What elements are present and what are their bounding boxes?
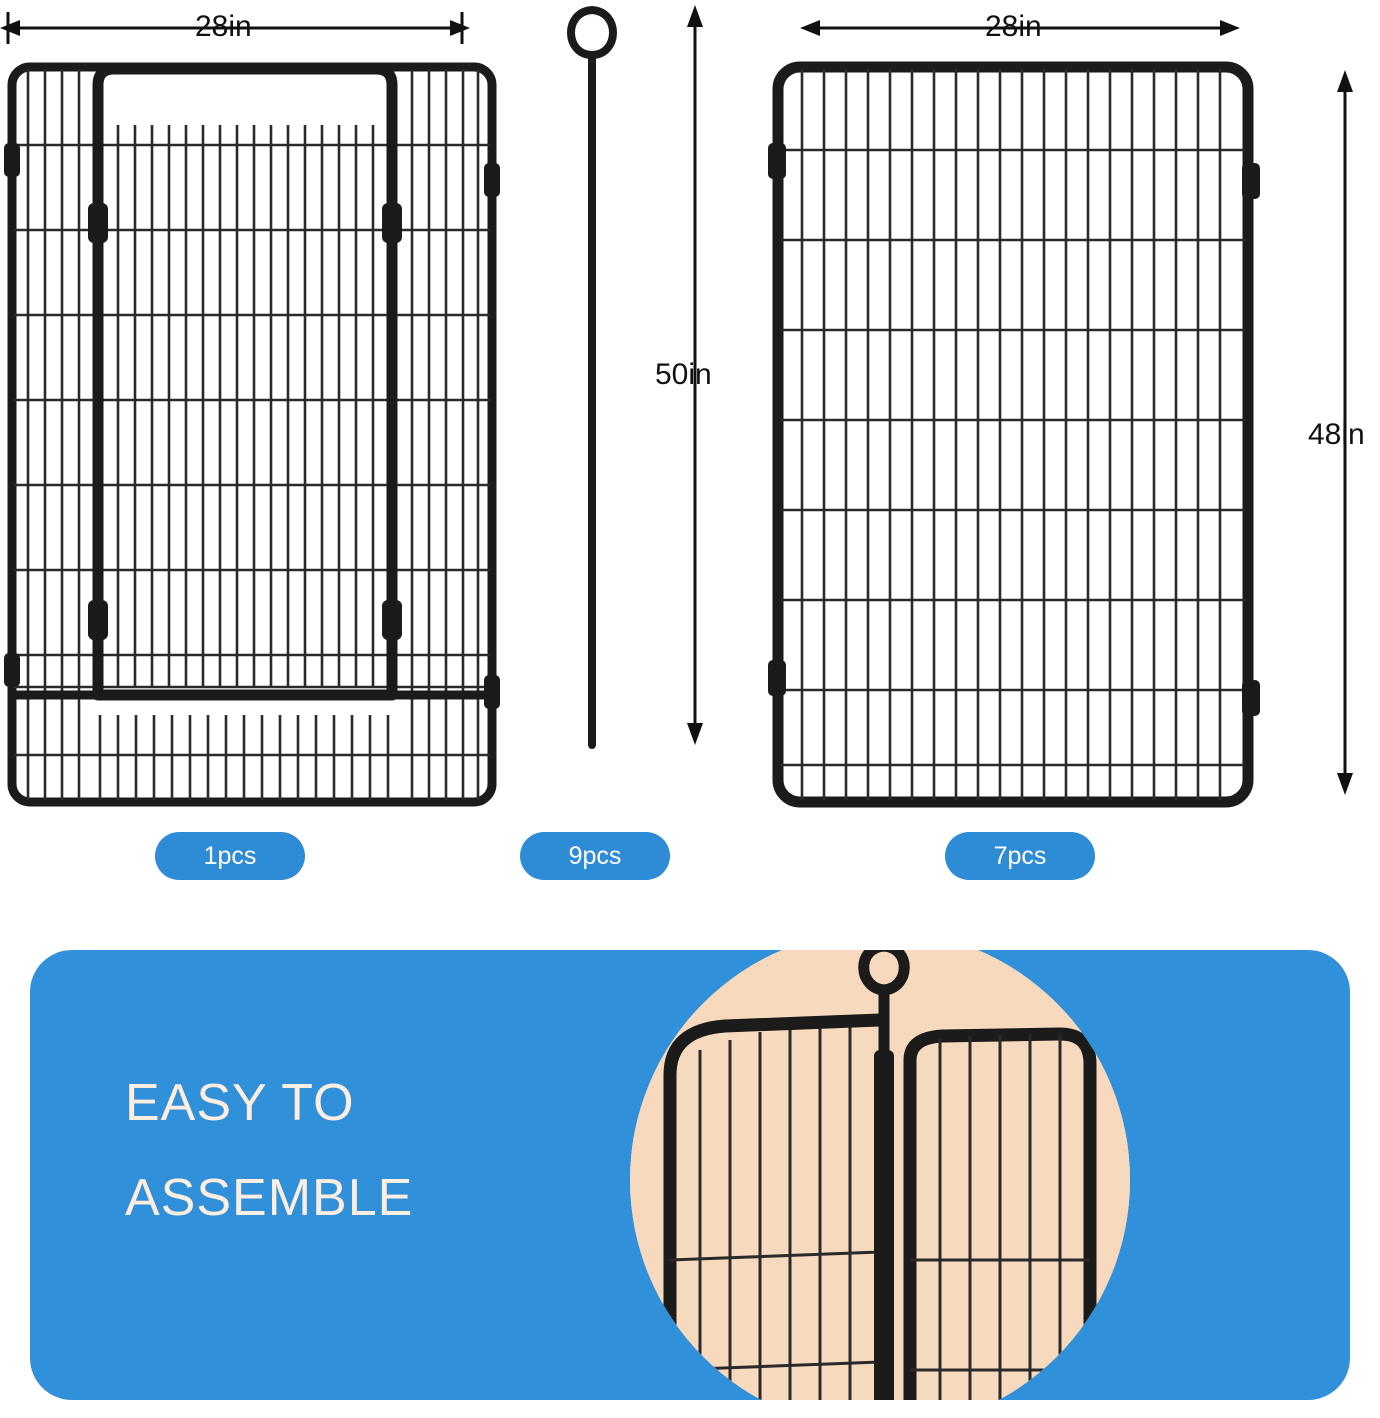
easy-to-assemble-card <box>30 950 1350 1400</box>
gate-width-label: 28in <box>195 10 252 43</box>
card-title-line1: EASY TO <box>125 1074 355 1132</box>
assembly-photo <box>630 950 1130 1400</box>
fence-panel-illustration <box>760 55 1270 815</box>
assembly-photo-illustration <box>630 950 1130 1400</box>
gate-panel-quantity-badge: 1pcs <box>155 832 305 880</box>
stake-height-label: 50in <box>655 358 712 391</box>
card-title-line2: ASSEMBLE <box>125 1169 414 1227</box>
fence-panel-quantity-badge: 7pcs <box>945 832 1095 880</box>
ground-stake-quantity-badge: 9pcs <box>520 832 670 880</box>
ground-stake-illustration <box>545 0 645 760</box>
gate-panel-illustration <box>0 55 510 815</box>
panel-height-label: 48in <box>1308 418 1365 451</box>
panel-width-label: 28in <box>985 10 1042 43</box>
